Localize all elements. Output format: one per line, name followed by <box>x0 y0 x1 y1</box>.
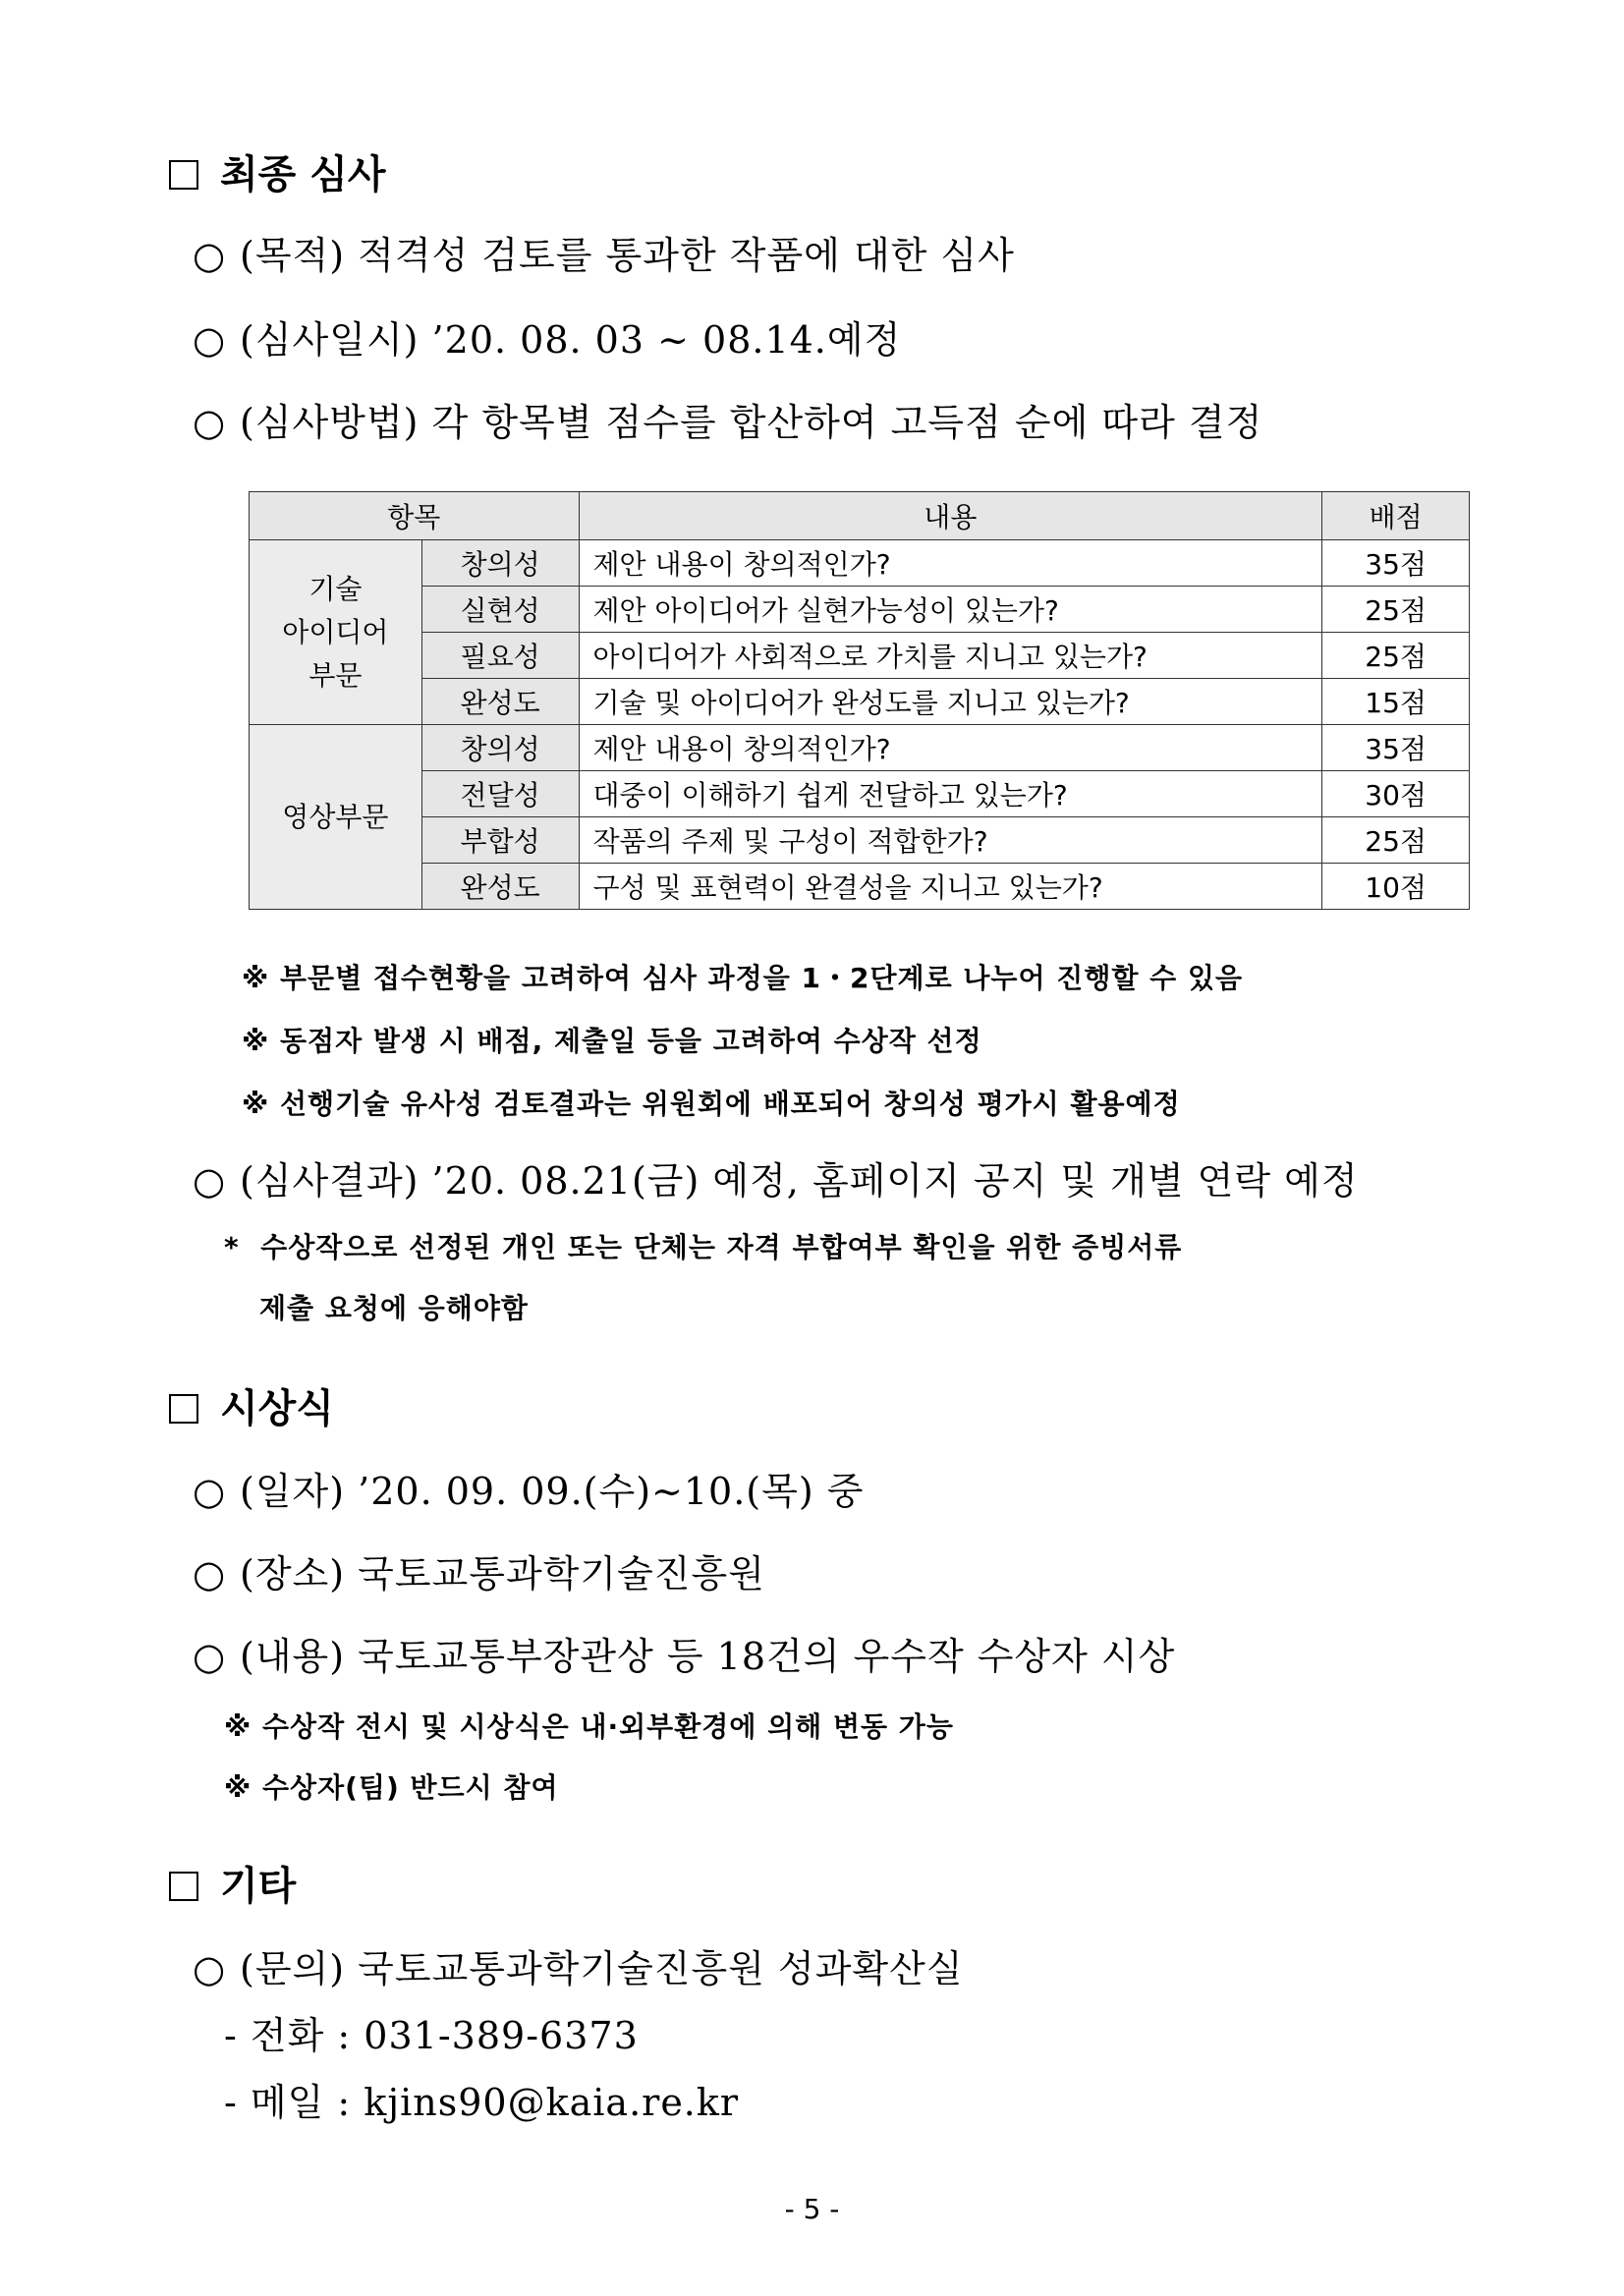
criterion-description: 작품의 주제 및 구성이 적합한가? <box>579 817 1322 864</box>
category-tech-idea: 기술 아이디어 부문 <box>250 540 422 725</box>
criterion-points: 30점 <box>1322 771 1470 817</box>
bullet-ceremony-place: ○ (장소) 국토교통과학기술진흥원 <box>193 1548 765 1599</box>
section-title-final-review: 최종 심사 <box>169 149 386 200</box>
table-row <box>250 587 1470 633</box>
circle-bullet-icon: ○ <box>193 318 227 362</box>
criterion-label: 창의성 <box>421 540 579 587</box>
bullet-purpose: ○ (목적) 적격성 검토를 통과한 작품에 대한 심사 <box>193 230 1015 281</box>
circle-bullet-icon: ○ <box>193 401 227 444</box>
category-video: 영상부문 <box>250 725 422 910</box>
table-row <box>250 725 1470 771</box>
criterion-description: 제안 아이디어가 실현가능성이 있는가? <box>579 587 1322 633</box>
table-header-row <box>250 492 1470 540</box>
criterion-points: 25점 <box>1322 587 1470 633</box>
criterion-description: 대중이 이해하기 쉽게 전달하고 있는가? <box>579 771 1322 817</box>
criterion-points: 35점 <box>1322 540 1470 587</box>
contact-email: - 메일 : kjins90@kaia.re.kr <box>224 2081 740 2124</box>
table-note-3: ※ 선행기술 유사성 검토결과는 위원회에 배포되어 창의성 평가시 활용예정 <box>242 1088 1181 1120</box>
bullet-review-date: ○ (심사일시) ’20. 08. 03 ~ 08.14.예정 <box>193 314 901 365</box>
section-title-etc: 기타 <box>169 1861 296 1912</box>
page-number: - 5 - <box>784 2193 840 2225</box>
ceremony-note-2: ※ 수상자(팀) 반드시 참여 <box>224 1771 559 1804</box>
checkbox-square-icon <box>169 1394 198 1424</box>
bullet-ceremony-content: ○ (내용) 국토교통부장관상 등 18건의 우수작 수상자 시상 <box>193 1631 1175 1682</box>
criterion-points: 10점 <box>1322 864 1470 910</box>
criterion-description: 제안 내용이 창의적인가? <box>579 540 1322 587</box>
criterion-points: 15점 <box>1322 679 1470 725</box>
asterisk-mark: * <box>224 1231 240 1263</box>
circle-bullet-icon: ○ <box>193 1552 227 1596</box>
circle-bullet-icon: ○ <box>193 1947 227 1990</box>
circle-bullet-icon: ○ <box>193 1635 227 1678</box>
contact-phone: - 전화 : 031-389-6373 <box>224 2014 639 2057</box>
table-note-2: ※ 동점자 발생 시 배점, 제출일 등을 고려하여 수상작 선정 <box>242 1025 982 1057</box>
criterion-description: 제안 내용이 창의적인가? <box>579 725 1322 771</box>
criterion-label: 부합성 <box>421 817 579 864</box>
circle-bullet-icon: ○ <box>193 1159 227 1203</box>
circle-bullet-icon: ○ <box>193 1470 227 1513</box>
section-title-ceremony: 시상식 <box>169 1383 334 1434</box>
checkbox-square-icon <box>169 160 198 190</box>
header-points: 배점 <box>1322 492 1470 540</box>
criterion-points: 35점 <box>1322 725 1470 771</box>
criterion-description: 구성 및 표현력이 완결성을 지니고 있는가? <box>579 864 1322 910</box>
table-note-1: ※ 부문별 접수현황을 고려하여 심사 과정을 1・2단계로 나누어 진행할 수 있음 <box>242 962 1244 994</box>
header-content: 내용 <box>579 492 1322 540</box>
result-note-line1: * 수상작으로 선정된 개인 또는 단체는 자격 부합여부 확인을 위한 증빙서류 <box>224 1231 1183 1263</box>
bullet-inquiry: ○ (문의) 국토교통과학기술진흥원 성과확산실 <box>193 1943 964 1994</box>
criterion-description: 아이디어가 사회적으로 가치를 지니고 있는가? <box>579 633 1322 679</box>
table-row <box>250 679 1470 725</box>
criterion-label: 완성도 <box>421 864 579 910</box>
circle-bullet-icon: ○ <box>193 234 227 277</box>
result-note-line2: 제출 요청에 응해야함 <box>259 1292 529 1324</box>
criterion-label: 실현성 <box>421 587 579 633</box>
criterion-label: 완성도 <box>421 679 579 725</box>
ceremony-note-1: ※ 수상작 전시 및 시상식은 내·외부환경에 의해 변동 가능 <box>224 1710 954 1743</box>
criterion-label: 필요성 <box>421 633 579 679</box>
table-row <box>250 540 1470 587</box>
table-row <box>250 817 1470 864</box>
criterion-points: 25점 <box>1322 633 1470 679</box>
criterion-points: 25점 <box>1322 817 1470 864</box>
criterion-description: 기술 및 아이디어가 완성도를 지니고 있는가? <box>579 679 1322 725</box>
criterion-label: 전달성 <box>421 771 579 817</box>
table-row <box>250 864 1470 910</box>
table-row <box>250 633 1470 679</box>
bullet-review-method: ○ (심사방법) 각 항목별 점수를 합산하여 고득점 순에 따라 결정 <box>193 397 1262 448</box>
bullet-review-result: ○ (심사결과) ’20. 08.21(금) 예정, 홈페이지 공지 및 개별 연락 예정 <box>193 1155 1359 1206</box>
header-item: 항목 <box>250 492 580 540</box>
checkbox-square-icon <box>169 1872 198 1901</box>
scoring-table <box>249 491 1470 910</box>
criterion-label: 창의성 <box>421 725 579 771</box>
table-row <box>250 771 1470 817</box>
bullet-ceremony-date: ○ (일자) ’20. 09. 09.(수)∼10.(목) 중 <box>193 1466 864 1517</box>
